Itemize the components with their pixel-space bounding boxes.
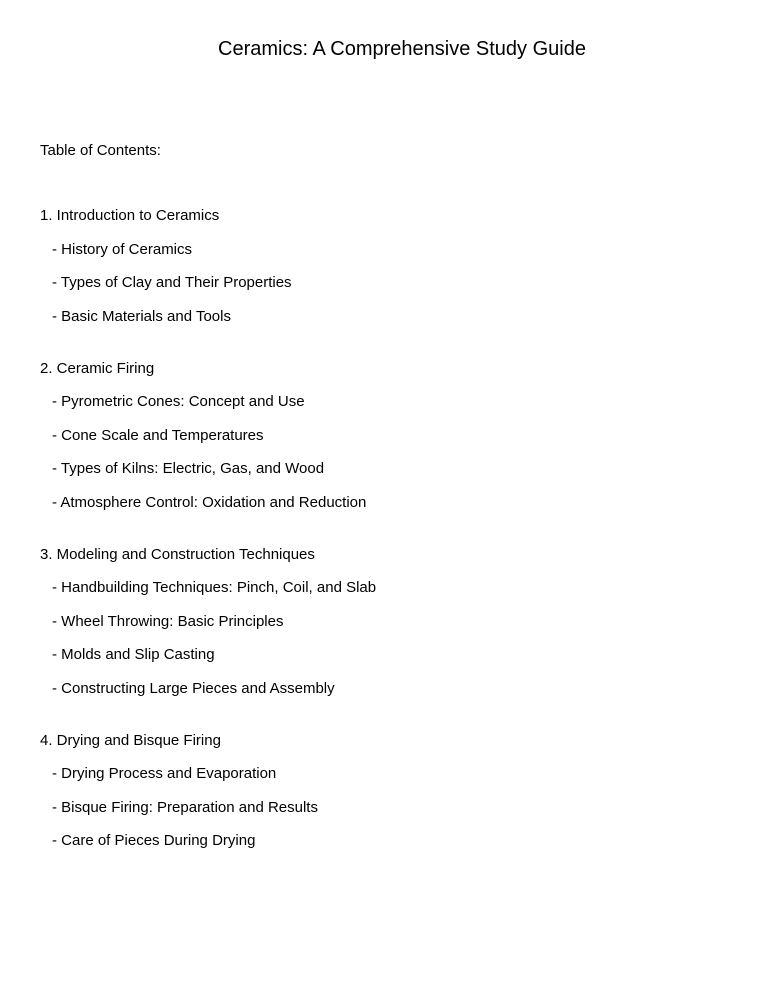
toc-section-1: [40, 206, 740, 327]
subsection-item: - Atmosphere Control: Oxidation and Reduction: [52, 493, 367, 511]
subsection-item: - Pyrometric Cones: Concept and Use: [52, 393, 305, 410]
document-title: Ceramics: A Comprehensive Study Guide: [218, 38, 586, 60]
section-title: 3. Modeling and Construction Techniques: [40, 545, 315, 563]
table-of-contents: [40, 206, 740, 883]
subsection-item: - Care of Pieces During Drying: [52, 832, 256, 849]
toc-section-3: [40, 545, 740, 699]
subsection-list: [40, 392, 740, 513]
toc-section-2: [40, 359, 740, 513]
toc-section-4: [40, 731, 740, 852]
subsection-item: - Molds and Slip Casting: [52, 646, 215, 663]
subsection-item: - Cone Scale and Temperatures: [52, 426, 264, 444]
subsection-item: - Drying Process and Evaporation: [52, 765, 277, 782]
section-title: 1. Introduction to Ceramics: [40, 207, 220, 224]
subsection-item: - Wheel Throwing: Basic Principles: [52, 612, 284, 630]
subsection-list: [40, 764, 740, 851]
toc-heading: Table of Contents:: [40, 142, 161, 159]
subsection-item: - Basic Materials and Tools: [52, 307, 231, 325]
subsection-item: - History of Ceramics: [52, 240, 193, 258]
section-title: 2. Ceramic Firing: [40, 359, 155, 377]
subsection-list: [40, 578, 740, 699]
subsection-item: - Types of Kilns: Electric, Gas, and Wood: [52, 460, 325, 477]
subsection-item: - Handbuilding Techniques: Pinch, Coil, and Slab: [52, 579, 377, 596]
subsection-item: - Types of Clay and Their Properties: [52, 274, 292, 291]
subsection-item: - Constructing Large Pieces and Assembly: [52, 679, 335, 697]
section-title: 4. Drying and Bisque Firing: [40, 731, 221, 749]
subsection-item: - Bisque Firing: Preparation and Results: [52, 798, 318, 816]
subsection-list: [40, 240, 740, 327]
